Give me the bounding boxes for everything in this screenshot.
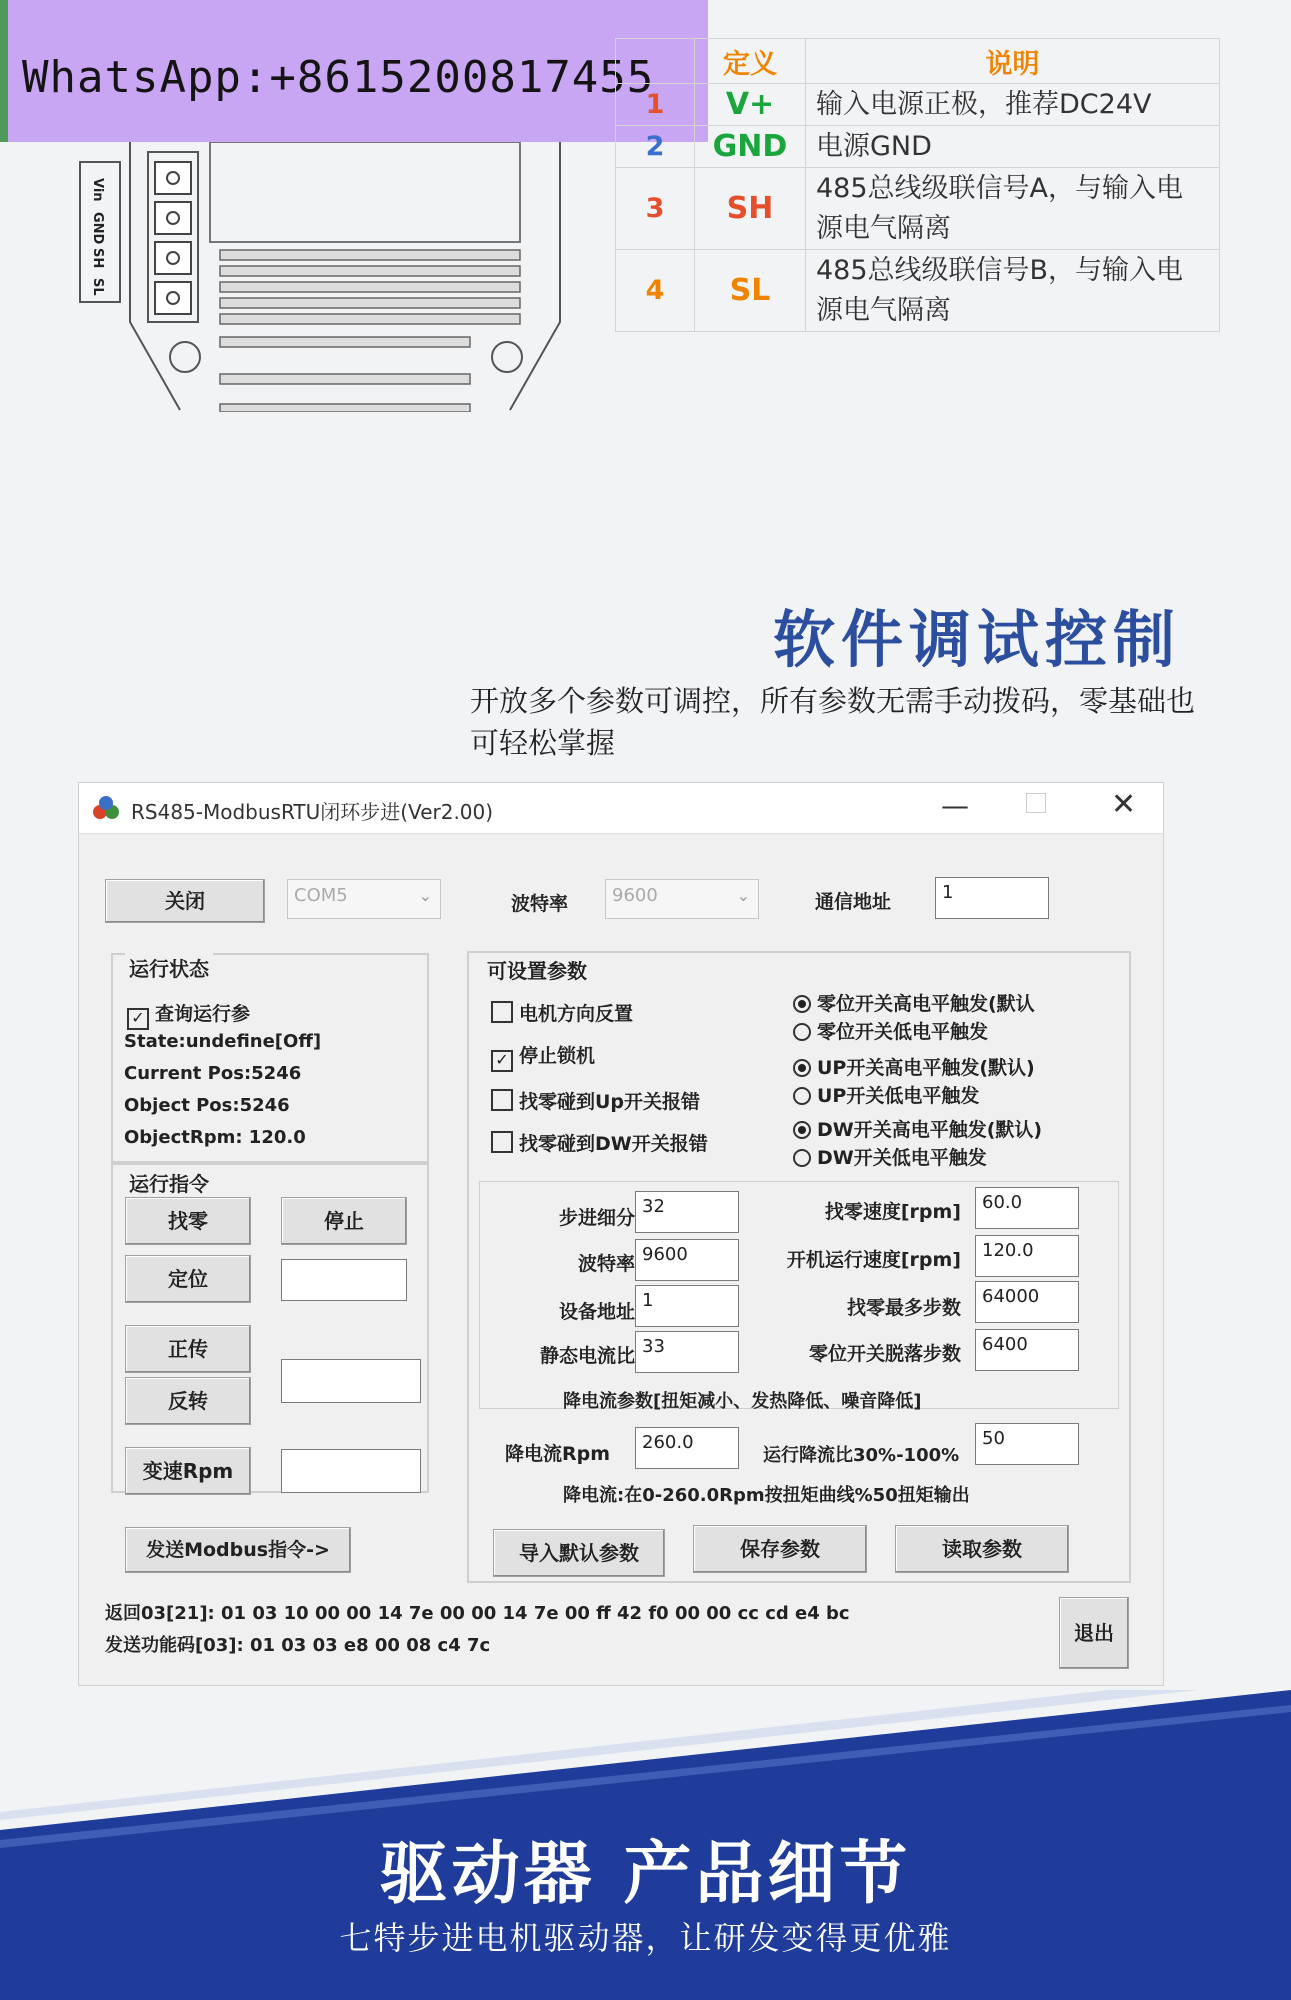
section-subtitle: 开放多个参数可调控，所有参数无需手动拨码，零基础也可轻松掌握 <box>470 684 1196 760</box>
param-label: 找零最多步数 <box>846 1297 961 1319</box>
stop-lock-checkbox[interactable] <box>491 1041 595 1072</box>
watermark-text: WhatsApp:+8615200817455 <box>22 52 655 103</box>
pin-def: SH <box>695 168 806 250</box>
pin-def: V+ <box>695 84 806 126</box>
checkbox-label: 停止锁机 <box>519 1045 596 1067</box>
zero-low-radio[interactable] <box>793 1017 988 1044</box>
static-current-input[interactable]: 33 <box>635 1331 739 1373</box>
modbus-config-window <box>78 782 1164 1686</box>
jog-speed-input[interactable] <box>281 1359 421 1403</box>
reduce-current-title: 降电流参数[扭矩减小、发热降低、噪音降低] <box>563 1391 922 1412</box>
pin-desc: 电源GND <box>806 126 1220 168</box>
query-run-checkbox[interactable] <box>127 999 250 1030</box>
reduce-current-note: 降电流:在0-260.0Rpm按扭矩曲线%50扭矩输出 <box>563 1485 970 1506</box>
pin-label-gnd: GND <box>90 212 105 245</box>
position-button[interactable]: 定位 <box>125 1255 251 1303</box>
query-run-label: 查询运行参 <box>155 1003 251 1025</box>
reduce-rpm-label: 降电流Rpm <box>505 1443 611 1465</box>
param-label: 找零速度[rpm] <box>824 1201 961 1223</box>
pin-def: GND <box>695 126 806 168</box>
address-input[interactable]: 1 <box>935 877 1049 919</box>
radio-label: UP开关高电平触发(默认) <box>817 1057 1035 1079</box>
banner-title: 驱动器 产品细节 <box>379 1835 912 1914</box>
microstep-input[interactable]: 32 <box>635 1191 739 1233</box>
position-input[interactable] <box>281 1259 407 1301</box>
minimize-icon[interactable]: — <box>941 789 969 822</box>
home-button[interactable]: 找零 <box>125 1197 251 1245</box>
table-row <box>616 84 1220 126</box>
home-dw-error-checkbox[interactable] <box>491 1129 708 1156</box>
pin-num: 1 <box>616 84 695 126</box>
home-max-steps-input[interactable]: 64000 <box>975 1281 1079 1323</box>
dw-low-radio[interactable] <box>793 1143 987 1170</box>
reverse-direction-checkbox[interactable] <box>491 999 633 1026</box>
chevron-down-icon: ⌄ <box>736 886 750 905</box>
pin-num: 2 <box>616 126 695 168</box>
up-low-radio[interactable] <box>793 1081 979 1108</box>
import-default-button[interactable]: 导入默认参数 <box>493 1529 665 1577</box>
close-port-button[interactable]: 关闭 <box>105 879 265 923</box>
exit-button[interactable]: 退出 <box>1059 1597 1129 1669</box>
maximize-icon[interactable] <box>1026 793 1046 813</box>
param-label: 开机运行速度[rpm] <box>786 1249 961 1271</box>
radio-label: UP开关低电平触发 <box>817 1085 980 1107</box>
driver-board-drawing <box>60 142 580 412</box>
param-label: 步进细分 <box>558 1207 635 1229</box>
send-modbus-button[interactable]: 发送Modbus指令-> <box>125 1527 351 1573</box>
pin-num: 4 <box>616 250 695 332</box>
pin-desc: 485总线级联信号B，与输入电源电气隔离 <box>806 250 1220 332</box>
checkbox-label: 电机方向反置 <box>519 1003 634 1025</box>
pin-def: SL <box>695 250 806 332</box>
home-speed-input[interactable]: 60.0 <box>975 1187 1079 1229</box>
window-title: RS485-ModbusRTU闭环步进(Ver2.00) <box>131 800 494 824</box>
zero-escape-steps-input[interactable]: 6400 <box>975 1329 1079 1371</box>
current-pos-text: Current Pos:5246 <box>124 1063 302 1084</box>
up-high-radio[interactable] <box>793 1053 1035 1080</box>
close-icon[interactable]: ✕ <box>1111 787 1137 822</box>
baud-label: 波特率 <box>511 893 569 915</box>
home-up-error-checkbox[interactable] <box>491 1087 700 1114</box>
state-text: State:undefine[Off] <box>124 1031 322 1052</box>
baud-input[interactable]: 9600 <box>635 1239 739 1281</box>
pin-label-sh: SH <box>90 248 105 269</box>
table-row <box>616 250 1220 332</box>
param-label: 设备地址 <box>558 1301 635 1323</box>
header-definition: 定义 <box>695 39 806 84</box>
zero-high-radio[interactable] <box>793 989 1035 1016</box>
table-row <box>616 168 1220 250</box>
dw-high-radio[interactable] <box>793 1115 1042 1142</box>
object-rpm-text: ObjectRpm: 120.0 <box>124 1127 306 1148</box>
banner-subtitle: 七特步进电机驱动器，让研发变得更优雅 <box>339 1919 952 1957</box>
reduce-ratio-label: 运行降流比30%-100% <box>763 1445 960 1466</box>
pin-definition-table <box>615 38 1220 332</box>
baud-select[interactable] <box>605 879 759 919</box>
chevron-down-icon: ⌄ <box>418 886 432 905</box>
speed-input[interactable] <box>281 1449 421 1493</box>
checkbox-checked-icon: ✓ <box>491 1050 513 1072</box>
com-port-select[interactable] <box>287 879 441 919</box>
section-title: 软件调试控制 <box>772 603 1181 676</box>
pin-label-vin: Vin <box>90 178 105 202</box>
com-port-value: COM5 <box>294 885 348 906</box>
reverse-button[interactable]: 反转 <box>125 1377 251 1425</box>
run-command-label: 运行指令 <box>125 1168 213 1197</box>
log-send: 发送功能码[03]: 01 03 03 e8 00 08 c4 7c <box>105 1635 491 1656</box>
change-speed-button[interactable]: 变速Rpm <box>125 1447 251 1495</box>
log-return: 返回03[21]: 01 03 10 00 00 14 7e 00 00 14 7e 00 ff 42 f0 00 00 cc cd e4 bc <box>105 1603 850 1624</box>
reduce-rpm-input[interactable]: 260.0 <box>635 1427 739 1469</box>
table-row <box>616 126 1220 168</box>
stop-button[interactable]: 停止 <box>281 1197 407 1245</box>
forward-button[interactable]: 正传 <box>125 1325 251 1373</box>
startup-speed-input[interactable]: 120.0 <box>975 1235 1079 1277</box>
app-icon <box>91 795 121 821</box>
checkbox-checked-icon: ✓ <box>127 1008 149 1030</box>
object-pos-text: Object Pos:5246 <box>124 1095 290 1116</box>
window-titlebar <box>79 783 1163 834</box>
device-address-input[interactable]: 1 <box>635 1285 739 1327</box>
param-label: 静态电流比 <box>539 1345 635 1367</box>
param-label: 零位开关脱落步数 <box>808 1343 961 1365</box>
whatsapp-watermark <box>0 0 708 142</box>
reduce-ratio-input[interactable]: 50 <box>975 1423 1079 1465</box>
pin-desc: 输入电源正极，推荐DC24V <box>806 84 1220 126</box>
pin-desc: 485总线级联信号A，与输入电源电气隔离 <box>806 168 1220 250</box>
table-header-row <box>616 39 1220 84</box>
radio-label: 零位开关高电平触发(默认 <box>817 993 1035 1015</box>
radio-label: DW开关低电平触发 <box>817 1147 987 1169</box>
pin-num: 3 <box>616 168 695 250</box>
radio-label: 零位开关低电平触发 <box>817 1021 989 1043</box>
pin-label-sl: SL <box>90 278 105 296</box>
checkbox-label: 找零碰到Up开关报错 <box>519 1091 701 1113</box>
settings-label: 可设置参数 <box>483 955 591 984</box>
run-status-label: 运行状态 <box>125 953 213 982</box>
address-label: 通信地址 <box>815 891 892 913</box>
header-num <box>616 39 695 84</box>
header-description: 说明 <box>806 39 1220 84</box>
save-params-button[interactable]: 保存参数 <box>693 1525 867 1573</box>
param-label: 波特率 <box>577 1253 635 1275</box>
radio-label: DW开关高电平触发(默认) <box>817 1119 1043 1141</box>
read-params-button[interactable]: 读取参数 <box>895 1525 1069 1573</box>
checkbox-label: 找零碰到DW开关报错 <box>519 1133 708 1155</box>
baud-value: 9600 <box>612 885 658 906</box>
